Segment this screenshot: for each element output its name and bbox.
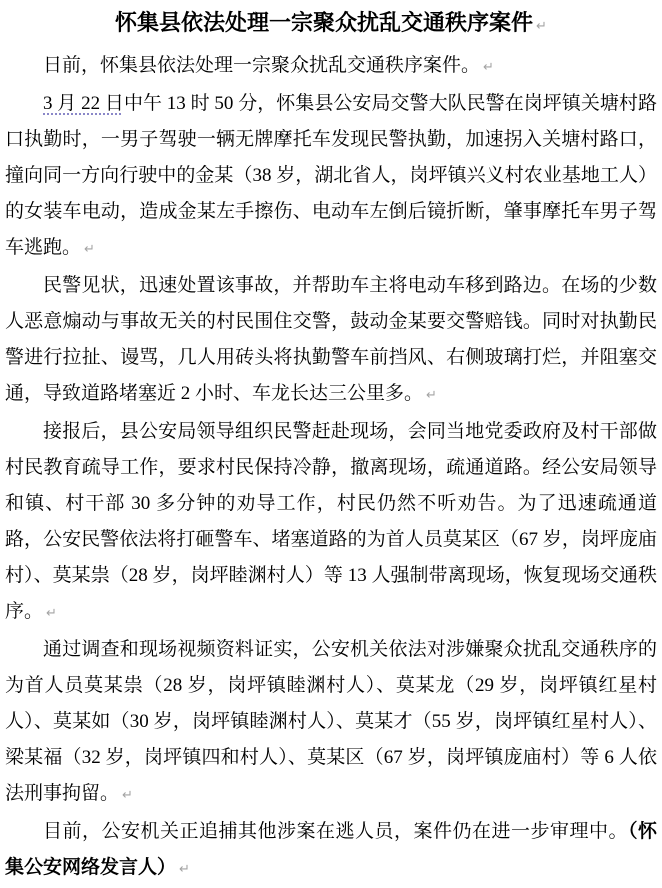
paragraph-mark-icon: ↵: [536, 19, 547, 34]
paragraph-text: 目前，公安机关正追捕其他涉案在逃人员，案件仍在进一步审理中。: [43, 821, 628, 842]
paragraph-detention: [5, 632, 657, 814]
paragraph-mark-icon: ↵: [483, 60, 494, 75]
paragraph-text: 中午 13 时 50 分，怀集县公安局交警大队民警在岗坪镇关塘村路口执勤时，一男子驾驶一辆无牌摩托车发现民警执勤，加速拐入关塘村路口，撞向同一方向行驶中的金某（38 岁，湖北省人，岗坪镇兴义村农业基地工人）的女装车电动，造成金某左手擦伤、电动车左倒后镜折断，肇事摩托车男子驾车逃跑。: [5, 93, 657, 258]
document-title: [5, 2, 657, 48]
paragraph-incident: [5, 86, 657, 268]
document-title-text: 怀集县依法处理一宗聚众扰乱交通秩序案件: [115, 10, 534, 35]
paragraph-text: 接报后，县公安局领导组织民警赶赴现场，会同当地党委政府及村干部做村民教育疏导工作，要求村民保持冷静，撤离现场，疏通道路。经公安局领导和镇、村干部 30 多分钟的劝导工作，村民仍然不听劝告。为了迅速疏通道路，公安民警依法将打砸警车、堵塞道路的为首人员莫某区（67 岁，岗坪庞庙村）、莫某祟（28 岁，岗坪睦渊村人）等 13 人强制带离现场，恢复现场交通秩序。: [5, 421, 657, 622]
paragraph-mark-icon: ↵: [84, 242, 95, 257]
paragraph-mark-icon: ↵: [122, 788, 133, 803]
paragraph-text: 通过调查和现场视频资料证实，公安机关依法对涉嫌聚众扰乱交通秩序的为首人员莫某祟（28 岁，岗坪镇睦渊村人）、莫某龙（29 岁，岗坪镇红星村人）、莫某如（30 岁，岗坪镇睦渊村人）、莫某才（55 岁，岗坪镇红星村人）、梁某福（32 岁，岗坪镇四和村人）、莫某区（67 岁，岗坪镇庞庙村）等 6 人依法刑事拘留。: [5, 639, 657, 804]
paragraph-text: 民警见状，迅速处置该事故，并帮助车主将电动车移到路边。在场的少数人恶意煽动与事故无关的村民围住交警，鼓动金某要交警赔钱。同时对执勤民警进行拉扯、谩骂，几人用砖头将执勤警车前挡风、右侧玻璃打烂，并阻塞交通，导致道路堵塞近 2 小时、车龙长达三公里多。: [5, 275, 657, 404]
paragraph-text: 日前，怀集县依法处理一宗聚众扰乱交通秩序案件。: [43, 55, 481, 76]
underlined-date: 3 月 22 日: [43, 93, 124, 114]
paragraph-closing: [5, 814, 657, 888]
paragraph-response: [5, 414, 657, 632]
paragraph-disturbance: [5, 268, 657, 414]
paragraph-mark-icon: ↵: [426, 388, 437, 403]
paragraph-mark-icon: ↵: [46, 606, 57, 621]
paragraph-mark-icon: ↵: [179, 862, 190, 877]
paragraph-intro: [5, 48, 657, 86]
spokesperson-attribution: （怀集公安网络发言人）: [5, 821, 657, 878]
